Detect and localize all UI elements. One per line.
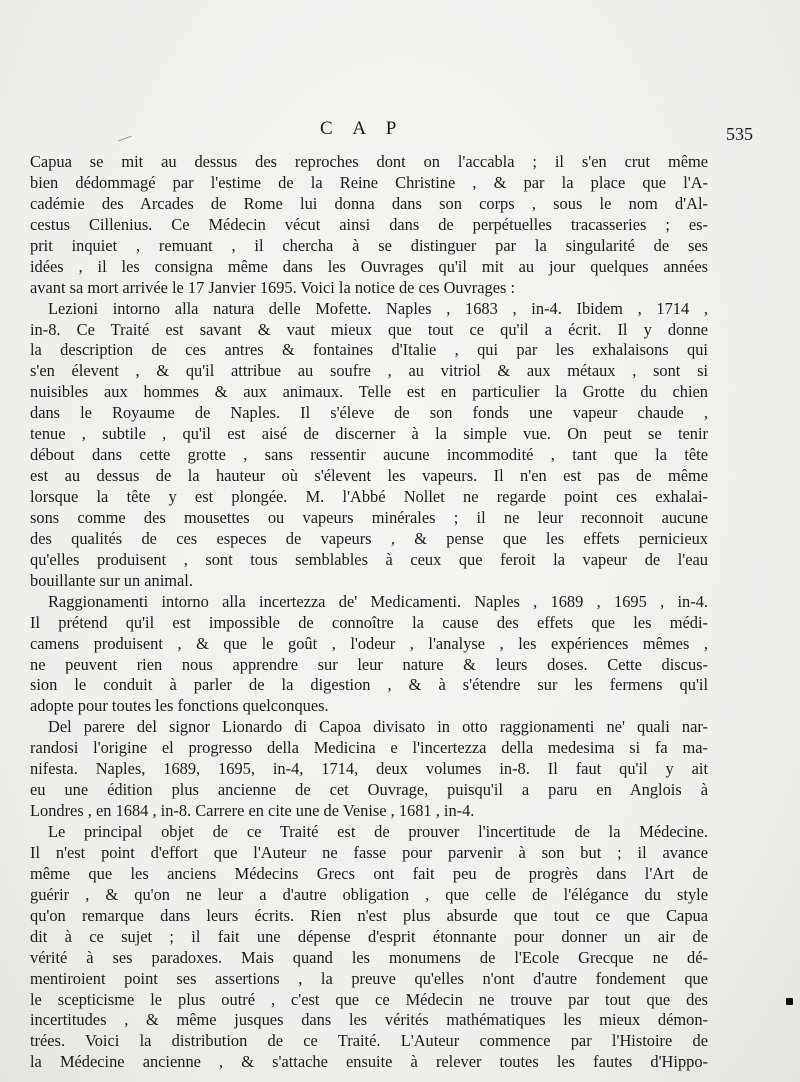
ink-spot bbox=[786, 998, 793, 1005]
text-line: mentiroient point ses assertions , la preuve qu'elles n'ont d'autre fondement que bbox=[30, 968, 708, 988]
text-line: camens produisent , & que le goût , l'odeur , l'analyse , les expériences mêmes , bbox=[30, 633, 708, 653]
text-line: Del parere del signor Lionardo di Capoa divisato in otto raggionamenti ne' quali nar- bbox=[48, 717, 708, 737]
text-line: dans le Royaume de Naples. Il s'éleve de son fonds une vapeur chaude , bbox=[30, 403, 708, 423]
text-line: cestus Cillenius. Ce Médecin vécut ainsi dans de perpétuelles tracasseries ; es- bbox=[30, 214, 708, 234]
page-number: 535 bbox=[726, 124, 753, 144]
text-line: tenue , subtile , qu'il est aisé de discerner à la simple vue. On peut se tenir bbox=[30, 424, 708, 444]
text-line: in-8. Ce Traité est savant & vaut mieux que tout ce qu'il a écrit. Il y donne bbox=[30, 319, 708, 339]
text-line: bouillante sur un animal. bbox=[30, 570, 193, 590]
text-line: Capua se mit au dessus des reproches dont on l'accabla ; il s'en crut même bbox=[30, 152, 708, 171]
text-line: dit à ce sujet ; il fait une dépense d'esprit étonnante pour donner un air de bbox=[30, 926, 708, 946]
text-line: trées. Voici la distribution de ce Traité. L'Auteur commence par l'Histoire de bbox=[30, 1031, 708, 1051]
text-line: Raggionamenti intorno alla incertezza de' Medicamenti. Naples , 1689 , 1695 , in-4. bbox=[48, 591, 708, 611]
text-line: Il n'est point d'effort que l'Auteur ne fasse pour parvenir à son but ; il avance bbox=[30, 842, 708, 862]
text-line: lorsque la tête y est plongée. M. l'Abbé Nollet ne regarde point ces exhalai- bbox=[30, 487, 708, 506]
text-line: qu'elles produisent , sont tous semblables à ceux que feroit la vapeur de l'eau bbox=[30, 549, 708, 569]
text-line: sons comme des mousettes ou vapeurs minérales ; il ne leur reconnoit aucune bbox=[30, 507, 708, 527]
text-line: vérité à ses paradoxes. Mais quand les monumens de l'Ecole Grecque ne dé- bbox=[30, 947, 708, 967]
text-line: est au dessus de la hauteur où s'élevent les vapeurs. Il n'en est pas de même bbox=[30, 466, 708, 486]
text-line: le scepticisme le plus outré , c'est que ce Médecin ne trouve par tout que des bbox=[30, 989, 708, 1009]
text-line: eu une édition plus ancienne de cet Ouvrage, puisqu'il a paru en Anglois à bbox=[30, 780, 708, 800]
running-head: C A P bbox=[320, 118, 405, 139]
page-header bbox=[0, 118, 800, 144]
text-line: des qualités de ces especes de vapeurs , & pense que les effets pernicieux bbox=[30, 528, 708, 548]
text-line: même que les anciens Médecins Grecs ont fait peu de progrès dans l'Art de bbox=[30, 863, 708, 883]
text-line: débout dans cette grotte , sans ressentir aucune incommodité , tant que la tête bbox=[30, 445, 708, 465]
body-text bbox=[30, 152, 708, 1073]
text-line: s'en élevent , & qu'il attribue au soufre , au vitriol & aux métaux , sont si bbox=[30, 361, 708, 381]
text-line: guérir , & qu'on ne leur a d'autre obligation , que celle de l'élégance du style bbox=[30, 884, 708, 904]
text-line: bien dédommagé par l'estime de la Reine Christine , & par la place que l'A- bbox=[30, 172, 708, 192]
text-line: Le principal objet de ce Traité est de prouver l'incertitude de la Médecine. bbox=[48, 822, 708, 841]
text-line: prit inquiet , remuant , il chercha à se distinguer par la singularité de ses bbox=[30, 235, 708, 255]
text-line: adopte pour toutes les fonctions quelconques. bbox=[30, 696, 329, 716]
text-line: idées , il les consigna même dans les Ouvrages qu'il mit au jour quelques années bbox=[30, 256, 708, 276]
text-line: qu'on remarque dans leurs écrits. Rien n'est plus absurde que tout ce que Capua bbox=[30, 905, 708, 925]
text-line: nifesta. Naples, 1689, 1695, in-4, 1714, deux volumes in-8. Il faut qu'il y ait bbox=[30, 759, 708, 779]
text-line: randosi l'origine el progresso della Medicina e l'incertezza della medesima si fa ma- bbox=[30, 738, 708, 758]
text-line: la Médecine ancienne , & s'attache ensuite à relever toutes les fautes d'Hippo- bbox=[30, 1052, 708, 1072]
text-line: Il prétend qu'il est impossible de connoître la cause des effets que les médi- bbox=[30, 612, 708, 632]
text-line: sion le conduit à parler de la digestion , & à s'étendre sur les fermens qu'il bbox=[30, 675, 708, 695]
text-line: cadémie des Arcades de Rome lui donna dans son corps , sous le nom d'Al- bbox=[30, 193, 708, 213]
text-line: la description de ces antres & fontaines d'Italie , qui par les exhalaisons qui bbox=[30, 340, 708, 360]
text-line: Londres , en 1684 , in-8. Carrere en cite une de Venise , 1681 , in-4. bbox=[30, 801, 475, 821]
text-line: ne peuvent rien nous apprendre sur leur nature & leurs doses. Cette discus- bbox=[30, 654, 708, 674]
text-line: Lezioni intorno alla natura delle Mofette. Naples , 1683 , in-4. Ibidem , 1714 , bbox=[48, 298, 708, 318]
text-line: avant sa mort arrivée le 17 Janvier 1695. Voici la notice de ces Ouvrages : bbox=[30, 277, 516, 297]
text-line: incertitudes , & même jusques dans les vérités mathématiques les mieux démon- bbox=[30, 1010, 708, 1030]
text-line: nuisibles aux hommes & aux animaux. Telle est en particulier la Grotte du chien bbox=[30, 382, 708, 402]
